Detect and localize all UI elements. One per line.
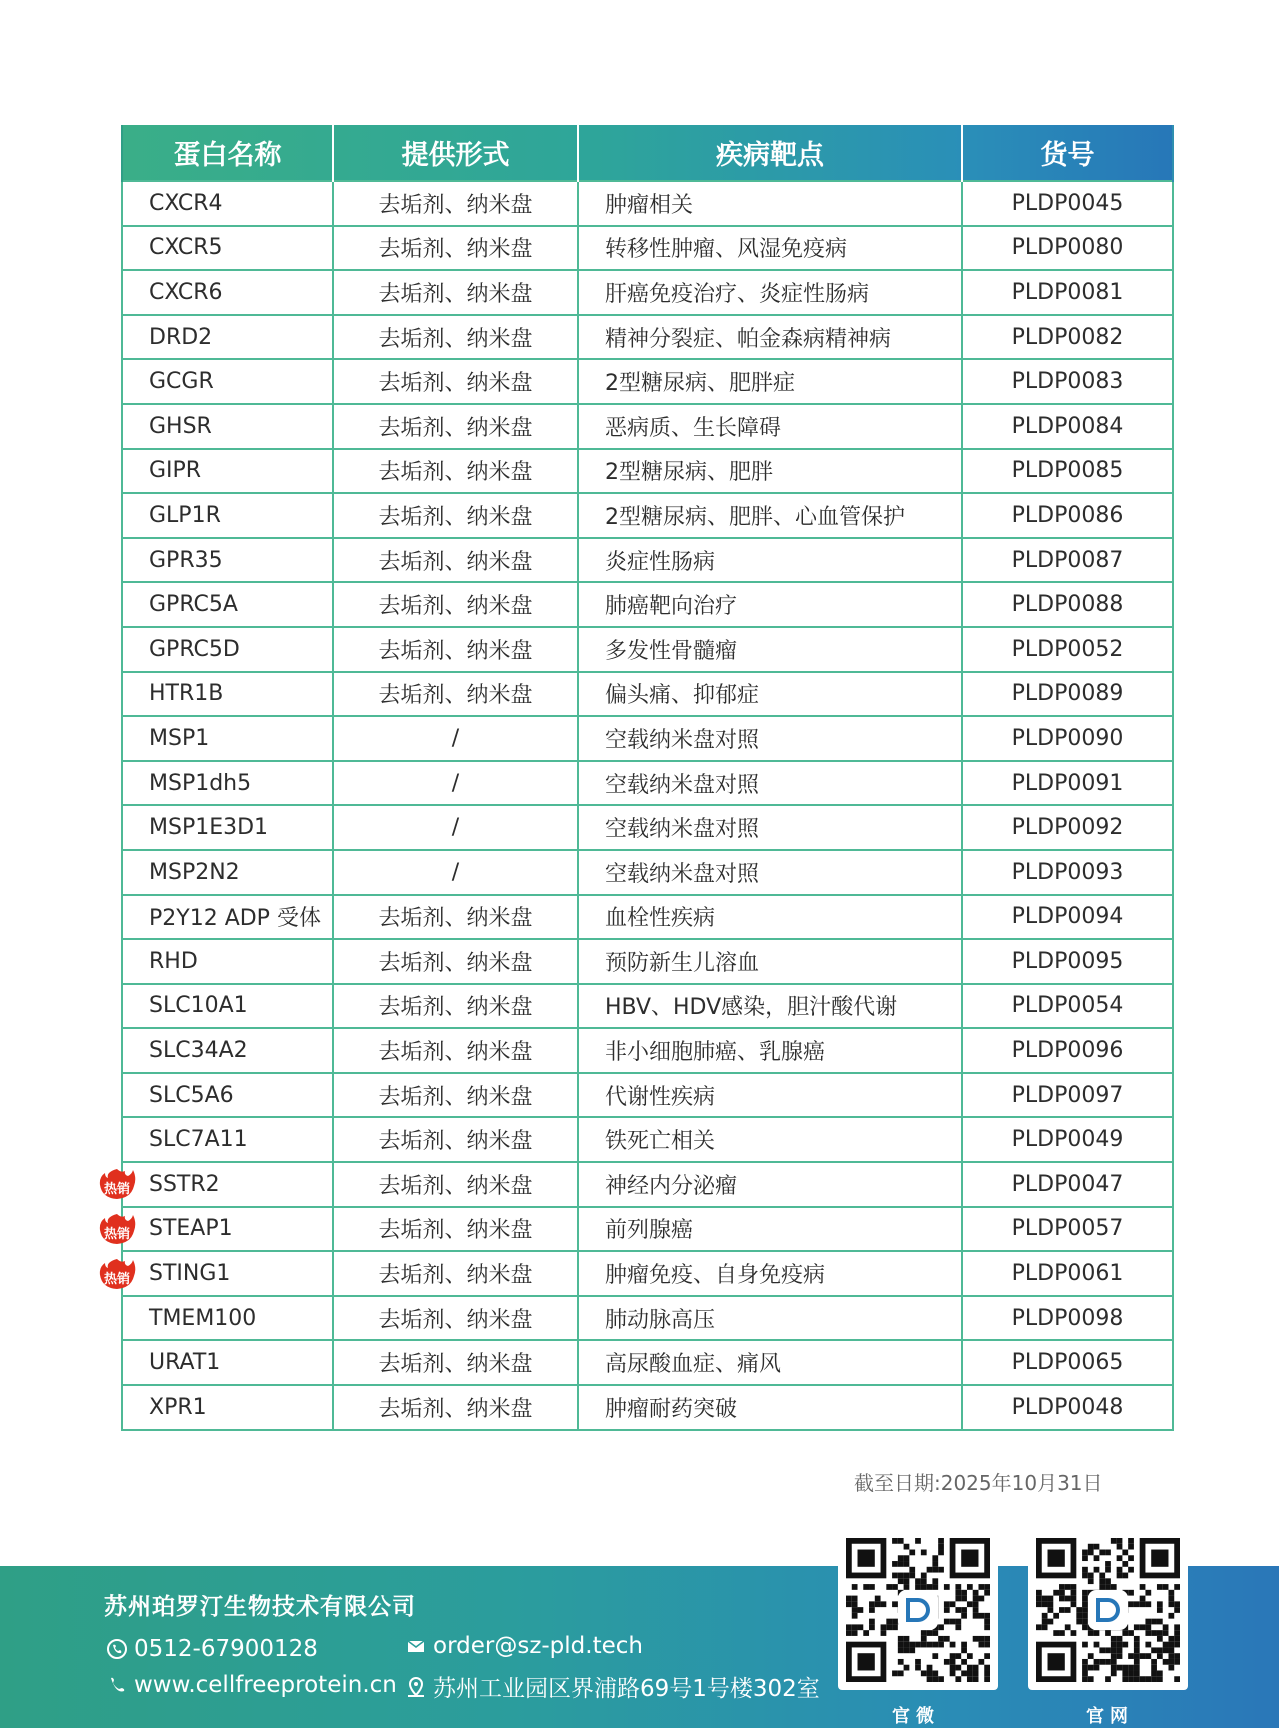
cutoff-date: 截至日期:2025年10月31日 (854, 1471, 1103, 1495)
hot-sale-badge (97, 1255, 139, 1293)
table-row (122, 761, 1173, 806)
form-cell-text: 去垢剂、纳米盘 (378, 995, 533, 1021)
disease-target-cell-text: 神经内分泌瘤 (605, 1173, 738, 1199)
header-disease-target: 疾病靶点 (578, 125, 962, 181)
disease-target-cell-text: 预防新生儿溶血 (605, 950, 760, 976)
disease-target-cell-text: 前列腺癌 (605, 1218, 694, 1244)
protein-name-cell (122, 850, 333, 895)
form-cell-text: / (451, 770, 460, 796)
disease-target-cell (578, 493, 962, 538)
table-row (122, 805, 1173, 850)
protein-name-cell (122, 939, 333, 984)
phone-number: 0512-67900128 (134, 1636, 318, 1662)
protein-name-cell (122, 761, 333, 806)
protein-name-cell-text: CXCR5 (149, 235, 223, 261)
sku-cell (962, 449, 1173, 494)
table-row (122, 1296, 1173, 1341)
sku-cell (962, 1251, 1173, 1296)
protein-name-cell (122, 582, 333, 627)
form-cell-text: 去垢剂、纳米盘 (378, 683, 533, 709)
table-row (122, 895, 1173, 940)
protein-name-cell-text: SSTR2 (149, 1171, 220, 1197)
disease-target-cell (578, 1296, 962, 1341)
protein-name-cell (122, 984, 333, 1029)
form-cell (333, 716, 578, 761)
globe-phone-icon (106, 1638, 128, 1660)
protein-name-cell (122, 538, 333, 583)
disease-target-cell-text: 肿瘤耐药突破 (605, 1396, 738, 1422)
table-row (122, 1385, 1173, 1430)
protein-name-cell-text: GPRC5A (149, 592, 238, 618)
table-row (122, 315, 1173, 360)
disease-target-cell (578, 449, 962, 494)
protein-name-cell-text: GIPR (149, 458, 202, 484)
sku-cell-text: PLDP0065 (1011, 1350, 1124, 1376)
form-cell (333, 1162, 578, 1207)
sku-cell (962, 1385, 1173, 1430)
sku-cell (962, 939, 1173, 984)
disease-target-cell-text: 肿瘤免疫、自身免疫病 (605, 1263, 826, 1289)
table-row (122, 226, 1173, 271)
form-cell-text: 去垢剂、纳米盘 (378, 326, 533, 352)
table-row (122, 984, 1173, 1029)
sku-cell (962, 404, 1173, 449)
disease-target-cell (578, 1162, 962, 1207)
sku-cell-text: PLDP0047 (1011, 1171, 1124, 1197)
disease-target-cell-text: 肺癌靶向治疗 (605, 594, 738, 620)
protein-name-cell-text: XPR1 (149, 1394, 207, 1420)
form-cell (333, 805, 578, 850)
protein-name-cell-text: GPRC5D (149, 636, 240, 662)
hot-badge-label: 热销 (103, 1226, 130, 1242)
disease-target-cell-text: 2型糖尿病、肥胖、心血管保护 (605, 504, 905, 530)
sku-cell-text: PLDP0098 (1011, 1305, 1124, 1331)
sku-cell (962, 672, 1173, 717)
disease-target-cell-text: 空载纳米盘对照 (605, 817, 760, 843)
disease-target-cell (578, 1251, 962, 1296)
form-cell-text: 去垢剂、纳米盘 (378, 1218, 533, 1244)
sku-cell-text: PLDP0087 (1011, 547, 1124, 573)
form-cell-text: 去垢剂、纳米盘 (378, 460, 533, 486)
sku-cell-text: PLDP0052 (1011, 636, 1124, 662)
table-row (122, 538, 1173, 583)
disease-target-cell-text: 铁死亡相关 (605, 1129, 716, 1155)
disease-target-cell (578, 538, 962, 583)
website-contact (106, 1672, 397, 1698)
disease-target-cell-text: 高尿酸血症、痛风 (605, 1352, 782, 1378)
disease-target-cell-text: 血栓性疾病 (605, 906, 716, 932)
protein-name-cell-text: CXCR6 (149, 279, 223, 305)
sku-cell-text: PLDP0061 (1011, 1261, 1124, 1287)
sku-cell-text: PLDP0097 (1011, 1082, 1124, 1108)
disease-target-cell (578, 181, 962, 226)
disease-target-cell-text: 精神分裂症、帕金森病精神病 (605, 326, 892, 352)
sku-cell-text: PLDP0088 (1011, 592, 1124, 618)
form-cell (333, 1117, 578, 1162)
disease-target-cell (578, 805, 962, 850)
disease-target-cell-text: 肺动脉高压 (605, 1307, 716, 1333)
sku-cell-text: PLDP0080 (1011, 235, 1124, 261)
form-cell-text: 去垢剂、纳米盘 (378, 192, 533, 218)
protein-name-cell-text: RHD (149, 948, 198, 974)
disease-target-cell-text: 空载纳米盘对照 (605, 772, 760, 798)
sku-cell-text: PLDP0082 (1011, 324, 1124, 350)
protein-name-cell (122, 359, 333, 404)
sku-cell-text: PLDP0086 (1011, 502, 1124, 528)
protein-name-cell-text: MSP1 (149, 725, 210, 751)
sku-cell-text: PLDP0045 (1011, 190, 1124, 216)
sku-cell (962, 1073, 1173, 1118)
form-cell (333, 538, 578, 583)
form-cell (333, 270, 578, 315)
disease-target-cell (578, 716, 962, 761)
disease-target-cell-text: 恶病质、生长障碍 (605, 415, 782, 441)
disease-target-cell (578, 672, 962, 717)
form-cell (333, 1296, 578, 1341)
form-cell-text: 去垢剂、纳米盘 (378, 237, 533, 263)
table-header-row (122, 125, 1173, 181)
sku-cell (962, 181, 1173, 226)
protein-name-cell-text: TMEM100 (149, 1305, 257, 1331)
protein-name-cell-text: MSP1dh5 (149, 770, 252, 796)
form-cell-text: 去垢剂、纳米盘 (378, 950, 533, 976)
envelope-icon (405, 1635, 427, 1657)
form-cell-text: 去垢剂、纳米盘 (378, 906, 533, 932)
form-cell (333, 359, 578, 404)
form-cell (333, 1028, 578, 1073)
form-cell (333, 850, 578, 895)
sku-cell-text: PLDP0096 (1011, 1038, 1124, 1064)
form-cell (333, 761, 578, 806)
hot-sale-badge (97, 1210, 139, 1248)
sku-cell-text: PLDP0094 (1011, 904, 1124, 930)
sku-cell-text: PLDP0085 (1011, 458, 1124, 484)
sku-cell (962, 226, 1173, 271)
protein-name-cell-text: CXCR4 (149, 190, 223, 216)
protein-name-cell-text: GCGR (149, 369, 214, 395)
company-name: 苏州珀罗汀生物技术有限公司 (104, 1594, 416, 1620)
form-cell-text: / (451, 725, 460, 751)
sku-cell (962, 1117, 1173, 1162)
disease-target-cell (578, 404, 962, 449)
sku-cell-text: PLDP0089 (1011, 681, 1124, 707)
form-cell-text: 去垢剂、纳米盘 (378, 504, 533, 530)
protein-name-cell-text: SLC7A11 (149, 1127, 248, 1153)
wechat-label: 官微 (892, 1706, 940, 1727)
disease-target-cell (578, 1340, 962, 1385)
protein-name-cell (122, 895, 333, 940)
form-cell-text: 去垢剂、纳米盘 (378, 1173, 533, 1199)
form-cell (333, 1207, 578, 1252)
footer (0, 1566, 1279, 1728)
sku-cell (962, 984, 1173, 1029)
protein-name-cell-text: MSP2N2 (149, 859, 240, 885)
sku-cell (962, 582, 1173, 627)
form-cell (333, 226, 578, 271)
form-cell-text: / (451, 859, 460, 885)
protein-name-cell (122, 1385, 333, 1430)
sku-cell (962, 895, 1173, 940)
form-cell (333, 627, 578, 672)
table-row (122, 270, 1173, 315)
form-cell-text: 去垢剂、纳米盘 (378, 549, 533, 575)
table-row (122, 359, 1173, 404)
protein-name-cell (122, 270, 333, 315)
table-row (122, 1028, 1173, 1073)
form-cell-text: 去垢剂、纳米盘 (378, 1129, 533, 1155)
disease-target-cell (578, 226, 962, 271)
sku-cell-text: PLDP0049 (1011, 1127, 1124, 1153)
protein-name-cell-text: MSP1E3D1 (149, 815, 269, 841)
qr-code-image (1036, 1538, 1180, 1682)
table-row (122, 716, 1173, 761)
sku-cell (962, 805, 1173, 850)
sku-cell (962, 850, 1173, 895)
form-cell-text: 去垢剂、纳米盘 (378, 1307, 533, 1333)
disease-target-cell (578, 939, 962, 984)
protein-name-cell (122, 226, 333, 271)
form-cell (333, 895, 578, 940)
disease-target-cell (578, 1028, 962, 1073)
disease-target-cell-text: HBV、HDV感染，胆汁酸代谢 (605, 995, 898, 1021)
disease-target-cell (578, 850, 962, 895)
header-form: 提供形式 (333, 125, 578, 181)
sku-cell (962, 761, 1173, 806)
sku-cell (962, 270, 1173, 315)
form-cell (333, 315, 578, 360)
email-link[interactable]: order@sz-pld.tech (433, 1633, 643, 1659)
sku-cell (962, 315, 1173, 360)
disease-target-cell-text: 肝癌免疫治疗、炎症性肠病 (605, 281, 870, 307)
sku-cell (962, 1207, 1173, 1252)
disease-target-cell (578, 315, 962, 360)
address-text: 苏州工业园区界浦路69号1号楼302室 (433, 1676, 820, 1702)
wechat-qr-code[interactable] (838, 1530, 998, 1690)
form-cell-text: 去垢剂、纳米盘 (378, 281, 533, 307)
form-cell (333, 1251, 578, 1296)
form-cell (333, 1340, 578, 1385)
sku-cell (962, 627, 1173, 672)
protein-name-cell (122, 1073, 333, 1118)
form-cell-text: / (451, 815, 460, 841)
form-cell-text: 去垢剂、纳米盘 (378, 1040, 533, 1066)
disease-target-cell (578, 270, 962, 315)
protein-name-cell-text: P2Y12 ADP 受体 (149, 906, 321, 932)
sku-cell-text: PLDP0057 (1011, 1216, 1124, 1242)
form-cell-text: 去垢剂、纳米盘 (378, 415, 533, 441)
protein-name-cell (122, 627, 333, 672)
form-cell-text: 去垢剂、纳米盘 (378, 1084, 533, 1110)
location-pin-icon (405, 1676, 427, 1698)
protein-name-cell (103, 1162, 333, 1207)
disease-target-cell (578, 895, 962, 940)
protein-name-cell-text: SLC5A6 (149, 1082, 234, 1108)
sku-cell (962, 1340, 1173, 1385)
protein-name-cell-text: HTR1B (149, 681, 224, 707)
form-cell-text: 去垢剂、纳米盘 (378, 1263, 533, 1289)
table-row (122, 627, 1173, 672)
protein-name-cell-text: STEAP1 (149, 1216, 233, 1242)
disease-target-cell-text: 2型糖尿病、肥胖 (605, 460, 773, 486)
form-cell (333, 672, 578, 717)
sku-cell-text: PLDP0048 (1011, 1394, 1124, 1420)
disease-target-cell (578, 1073, 962, 1118)
disease-target-cell-text: 2型糖尿病、肥胖症 (605, 371, 795, 397)
disease-target-cell (578, 761, 962, 806)
table-row (122, 672, 1173, 717)
protein-name-cell (122, 805, 333, 850)
table-row (122, 1117, 1173, 1162)
disease-target-cell (578, 627, 962, 672)
sku-cell (962, 359, 1173, 404)
sku-cell (962, 493, 1173, 538)
form-cell (333, 181, 578, 226)
disease-target-cell (578, 359, 962, 404)
disease-target-cell (578, 1207, 962, 1252)
protein-name-cell-text: STING1 (149, 1261, 231, 1287)
disease-target-cell-text: 代谢性疾病 (605, 1084, 716, 1110)
website-link[interactable]: www.cellfreeprotein.cn (134, 1672, 397, 1698)
protein-name-cell-text: DRD2 (149, 324, 213, 350)
disease-target-cell-text: 偏头痛、抑郁症 (605, 683, 760, 709)
form-cell (333, 404, 578, 449)
protein-name-cell-text: GHSR (149, 413, 212, 439)
header-sku: 货号 (962, 125, 1173, 181)
protein-name-cell-text: GLP1R (149, 502, 221, 528)
product-table (103, 125, 1174, 1431)
disease-target-cell-text: 多发性骨髓瘤 (605, 638, 738, 664)
protein-name-cell (122, 449, 333, 494)
protein-name-cell-text: SLC10A1 (149, 993, 248, 1019)
form-cell-text: 去垢剂、纳米盘 (378, 638, 533, 664)
protein-name-cell-text: SLC34A2 (149, 1038, 248, 1064)
sku-cell-text: PLDP0093 (1011, 859, 1124, 885)
table-row (122, 1251, 1173, 1296)
form-cell-text: 去垢剂、纳米盘 (378, 1352, 533, 1378)
protein-name-cell (122, 1340, 333, 1385)
table-row (122, 582, 1173, 627)
form-cell (333, 1385, 578, 1430)
form-cell (333, 984, 578, 1029)
phone-contact (106, 1636, 318, 1662)
form-cell (333, 493, 578, 538)
protein-name-cell-text: URAT1 (149, 1350, 221, 1376)
protein-name-cell (122, 1028, 333, 1073)
disease-target-cell (578, 582, 962, 627)
disease-target-cell (578, 1117, 962, 1162)
disease-target-cell-text: 转移性肿瘤、风湿免疫病 (605, 237, 848, 263)
hot-badge-label: 热销 (103, 1182, 130, 1198)
protein-name-cell (122, 181, 333, 226)
table-row (122, 404, 1173, 449)
website-qr-code[interactable] (1028, 1530, 1188, 1690)
sku-cell (962, 538, 1173, 583)
disease-target-cell-text: 非小细胞肺癌、乳腺癌 (605, 1040, 826, 1066)
product-table-container (103, 125, 1172, 1431)
protein-name-cell (122, 1117, 333, 1162)
sku-cell (962, 716, 1173, 761)
table-row (122, 939, 1173, 984)
sku-cell-text: PLDP0081 (1011, 279, 1124, 305)
table-row (122, 1162, 1173, 1207)
protein-name-cell-text: GPR35 (149, 547, 223, 573)
form-cell-text: 去垢剂、纳米盘 (378, 371, 533, 397)
sku-cell-text: PLDP0092 (1011, 815, 1124, 841)
protein-name-cell (122, 672, 333, 717)
qr-code-image (846, 1538, 990, 1682)
sku-cell-text: PLDP0084 (1011, 413, 1124, 439)
disease-target-cell-text: 空载纳米盘对照 (605, 861, 760, 887)
protein-name-cell (122, 493, 333, 538)
protein-name-cell (122, 1296, 333, 1341)
disease-target-cell (578, 984, 962, 1029)
sku-cell-text: PLDP0095 (1011, 948, 1124, 974)
email-contact (405, 1633, 643, 1659)
disease-target-cell-text: 炎症性肠病 (605, 549, 716, 575)
header-protein-name: 蛋白名称 (122, 125, 333, 181)
disease-target-cell-text: 肿瘤相关 (605, 192, 694, 218)
table-row (122, 850, 1173, 895)
sku-cell (962, 1296, 1173, 1341)
form-cell (333, 449, 578, 494)
form-cell (333, 582, 578, 627)
table-body (103, 181, 1173, 1430)
sku-cell-text: PLDP0091 (1011, 770, 1124, 796)
sku-cell (962, 1162, 1173, 1207)
table-row (122, 1340, 1173, 1385)
protein-name-cell (122, 315, 333, 360)
table-row (122, 1207, 1173, 1252)
form-cell (333, 1073, 578, 1118)
table-row (122, 449, 1173, 494)
sku-cell-text: PLDP0054 (1011, 993, 1124, 1019)
form-cell-text: 去垢剂、纳米盘 (378, 1396, 533, 1422)
table-row (122, 1073, 1173, 1118)
hot-sale-badge (97, 1165, 139, 1203)
protein-name-cell (103, 1251, 333, 1296)
hot-badge-label: 热销 (103, 1271, 130, 1287)
website-qr-label: 官网 (1086, 1706, 1134, 1727)
sku-cell-text: PLDP0083 (1011, 369, 1124, 395)
protein-name-cell (122, 716, 333, 761)
address-contact (405, 1670, 820, 1703)
disease-target-cell (578, 1385, 962, 1430)
protein-name-cell (103, 1207, 333, 1252)
form-cell-text: 去垢剂、纳米盘 (378, 594, 533, 620)
disease-target-cell-text: 空载纳米盘对照 (605, 727, 760, 753)
sku-cell-text: PLDP0090 (1011, 725, 1124, 751)
phone-handset-icon (106, 1674, 128, 1696)
form-cell (333, 939, 578, 984)
sku-cell (962, 1028, 1173, 1073)
table-row (122, 493, 1173, 538)
protein-name-cell (122, 404, 333, 449)
table-row (122, 181, 1173, 226)
